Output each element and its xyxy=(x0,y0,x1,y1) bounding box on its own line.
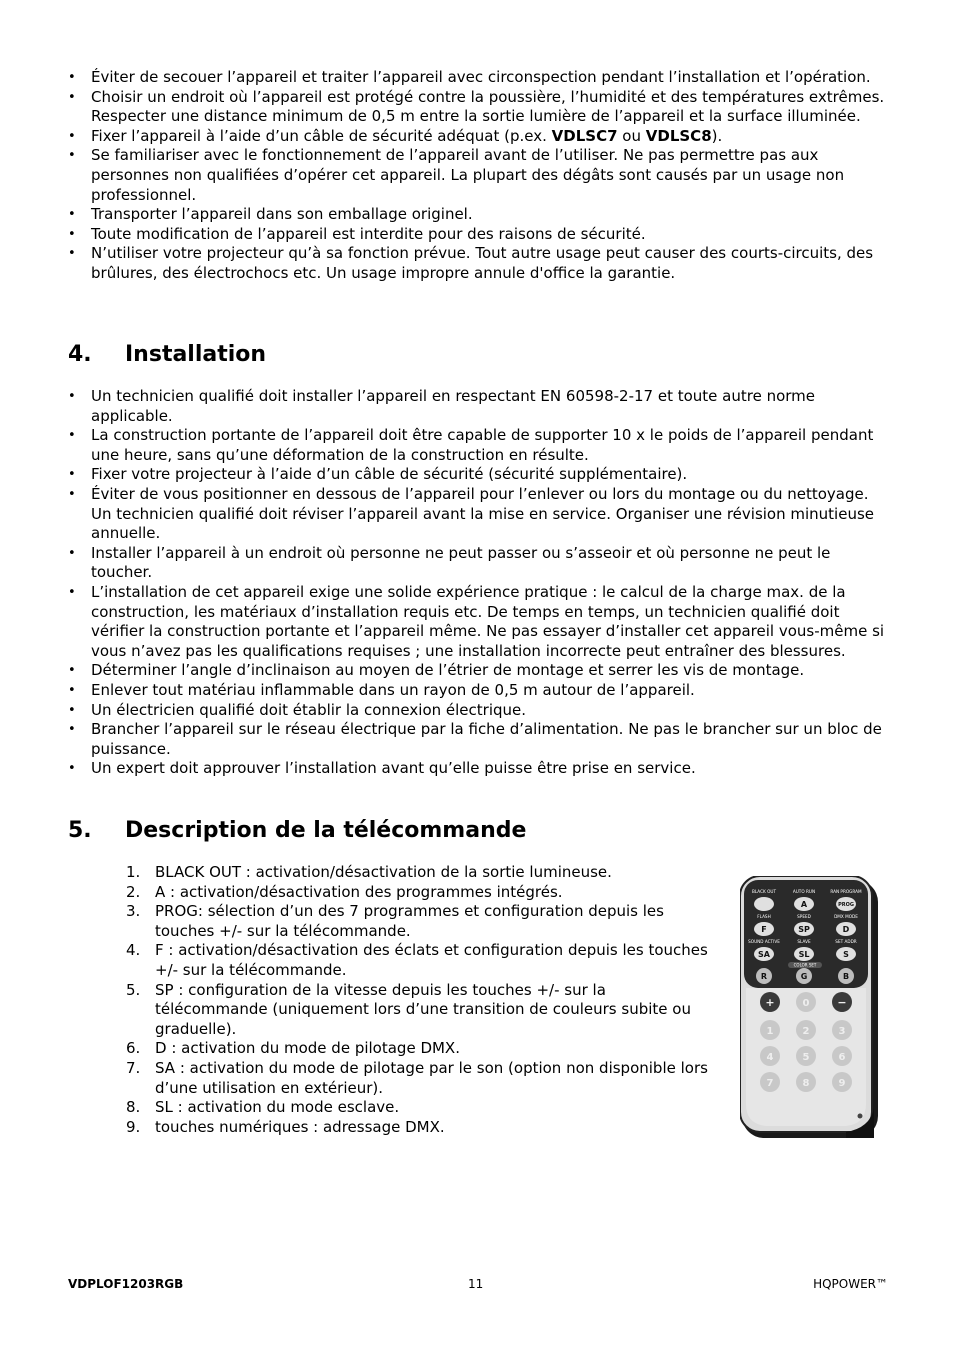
remote-control-image xyxy=(740,876,878,1140)
key-label: RAN PROGRAM xyxy=(830,889,862,894)
key-letter: R xyxy=(760,972,768,981)
key-letter: 4 xyxy=(766,1052,774,1063)
key-label: SOUND ACTIVE xyxy=(748,939,780,944)
product-code-vdlsc8: VDLSC8 xyxy=(645,126,712,145)
list-item: • Choisir un endroit où l’appareil est protégé contre la poussière, l’humidité et des températures extrêmes. Respecter une distance minimum de 0,5 m entre la sortie lumière de l’appareil et la surface illuminée. xyxy=(68,88,888,127)
list-item xyxy=(68,127,888,147)
list-item xyxy=(126,863,721,883)
key-letter: 5 xyxy=(802,1052,810,1063)
footer-brand: HQPOWER™ xyxy=(813,1277,888,1291)
list-item: • Se familiariser avec le fonctionnement de l’appareil avant de l’utiliser. Ne pas permettre pas aux personnes non qualifiées d’opérer cet appareil. La plupart des dégâts sont causés par un usage non professionnel. xyxy=(68,146,888,205)
item-number: 6. xyxy=(126,1039,141,1058)
key-letter: 1 xyxy=(766,1026,774,1037)
key-letter: 6 xyxy=(838,1052,846,1063)
list-item: • Un électricien qualifié doit établir la connexion électrique. xyxy=(68,701,888,721)
list-item xyxy=(126,1059,721,1098)
black-out-key xyxy=(754,897,774,911)
item-number: 8. xyxy=(126,1098,141,1117)
key-letter: 9 xyxy=(838,1078,846,1089)
key-letter: − xyxy=(837,996,847,1009)
list-item: • Éviter de vous positionner en dessous de l’appareil pour l’enlever ou lors du montage ou du nettoyage. Un technicien qualifié doit réviser l’appareil avant la mise en service. Organiser une révision minutieuse annuelle. xyxy=(68,485,888,544)
list-item: • Un technicien qualifié doit installer l’appareil en respectant EN 60598-2-17 et toute autre norme applicable. xyxy=(68,387,888,426)
key-label: AUTO RUN xyxy=(792,889,816,894)
list-item: • Installer l’appareil à un endroit où personne ne peut passer ou s’asseoir et où personne ne peut le toucher. xyxy=(68,544,888,583)
item-text: touches numériques : adressage DMX. xyxy=(155,1117,445,1136)
list-item: • Déterminer l’angle d’inclinaison au moyen de l’étrier de montage et serrer les vis de montage. xyxy=(68,661,888,681)
list-item xyxy=(126,1118,721,1138)
item-number: 2. xyxy=(126,882,141,901)
color-set-label: COLOR SET xyxy=(793,962,817,968)
item-text: A : activation/désactivation des programmes intégrés. xyxy=(155,882,563,901)
list-item: • Éviter de secouer l’appareil et traiter l’appareil avec circonspection pendant l’installation et l’opération. xyxy=(68,68,888,88)
item-number: 4. xyxy=(126,941,141,960)
list-item xyxy=(126,1098,721,1118)
item-text: SL : activation du mode esclave. xyxy=(155,1098,400,1117)
text-segment: ). xyxy=(711,126,723,145)
list-item: • Enlever tout matériau inflammable dans un rayon de 0,5 m autour de l’appareil. xyxy=(68,681,888,701)
key-label: BLACK OUT xyxy=(751,889,777,894)
text-segment: ou xyxy=(617,126,646,145)
key-label: SET ADDR xyxy=(835,939,857,944)
list-item: • N’utiliser votre projecteur qu’à sa fonction prévue. Tout autre usage peut causer des courts-circuits, des brûlures, des électrochocs etc. Un usage impropre annule d'office la garantie. xyxy=(68,244,888,283)
key-letter: SL xyxy=(798,950,810,959)
list-item: • La construction portante de l’appareil doit être capable de supporter 10 x le poids de l’appareil pendant une heure, sans qu’une déformation de la construction en résulte. xyxy=(68,426,888,465)
list-item: • Fixer votre projecteur à l’aide d’un câble de sécurité (sécurité supplémentaire). xyxy=(68,465,888,485)
section-heading-installation xyxy=(68,342,266,367)
key-letter: S xyxy=(843,950,849,959)
ir-sensor xyxy=(858,1114,863,1119)
installation-list xyxy=(68,387,888,779)
list-item xyxy=(126,981,721,1040)
key-letter: 8 xyxy=(802,1078,810,1089)
section-title: Installation xyxy=(125,342,267,367)
item-text: PROG: sélection d’un des 7 programmes et configuration depuis les touches +/- sur la télécommande. xyxy=(155,902,664,940)
key-letter: G xyxy=(800,972,808,981)
item-text: SA : activation du mode de pilotage par le son (option non disponible lors d’une utilisation en extérieur). xyxy=(155,1058,708,1097)
key-letter: PROG xyxy=(838,902,854,908)
key-letter: 3 xyxy=(838,1026,846,1037)
section-number: 5. xyxy=(68,818,92,843)
list-item xyxy=(126,941,721,980)
list-item xyxy=(126,902,721,941)
item-text: BLACK OUT : activation/désactivation de la sortie lumineuse. xyxy=(155,863,612,881)
item-number: 9. xyxy=(126,1117,141,1136)
item-number: 3. xyxy=(126,902,141,921)
list-item: • Transporter l’appareil dans son emballage originel. xyxy=(68,205,888,225)
list-item: • Un expert doit approuver l’installation avant qu’elle puisse être prise en service. xyxy=(68,759,888,779)
list-item xyxy=(126,1039,721,1059)
precautions-list xyxy=(68,68,888,284)
list-item: • Toute modification de l’appareil est interdite pour des raisons de sécurité. xyxy=(68,225,888,245)
text-segment: Fixer l’appareil à l’aide d’un câble de sécurité adéquat (p.ex. xyxy=(91,126,552,145)
key-letter: + xyxy=(765,996,775,1009)
key-letter: 0 xyxy=(802,998,810,1009)
remote-description-list xyxy=(126,863,721,1137)
item-text: SP : configuration de la vitesse depuis les touches +/- sur la télécommande (uniquement lors d’une transition de couleurs subite ou graduelle). xyxy=(155,980,691,1038)
key-letter: SA xyxy=(758,950,770,959)
product-code-vdlsc7: VDLSC7 xyxy=(551,126,618,145)
list-item: • Brancher l’appareil sur le réseau électrique par la fiche d’alimentation. Ne pas le brancher sur un bloc de puissance. xyxy=(68,720,888,759)
item-number: 7. xyxy=(126,1058,141,1077)
key-letter: F xyxy=(761,925,767,934)
section-number: 4. xyxy=(68,342,92,367)
footer-product-code: VDPLOF1203RGB xyxy=(68,1277,184,1291)
key-letter: A xyxy=(800,900,808,909)
item-text: D : activation du mode de pilotage DMX. xyxy=(155,1039,460,1058)
key-label: SPEED xyxy=(797,914,811,919)
list-item xyxy=(126,883,721,903)
footer-page-number: 11 xyxy=(468,1277,484,1291)
section-heading-remote xyxy=(68,818,526,843)
item-text: F : activation/désactivation des éclats et configuration depuis les touches +/- sur la télécommande. xyxy=(155,941,708,979)
key-letter: 7 xyxy=(766,1078,774,1089)
item-number: 5. xyxy=(126,980,141,999)
item-number: 1. xyxy=(126,863,141,881)
key-letter: B xyxy=(842,972,850,981)
key-label: FLASH xyxy=(757,914,771,919)
section-title: Description de la télécommande xyxy=(125,818,527,843)
list-item: • L’installation de cet appareil exige une solide expérience pratique : le calcul de la charge max. de la construction, les matériaux d’installation requis etc. De temps en temps, un technicien qualifié doit vérifier la construction portante et l’appareil même. Ne pas essayer d’installer cet appareil vous-même si vous n’avez pas les qualifications requises ; une installation incorrecte peut entraîner des blessures. xyxy=(68,583,888,661)
key-label: DMX MODE xyxy=(834,914,858,919)
key-letter: D xyxy=(842,925,850,934)
key-letter: SP xyxy=(798,925,810,934)
key-label: SLAVE xyxy=(797,939,811,944)
key-letter: 2 xyxy=(802,1026,810,1037)
